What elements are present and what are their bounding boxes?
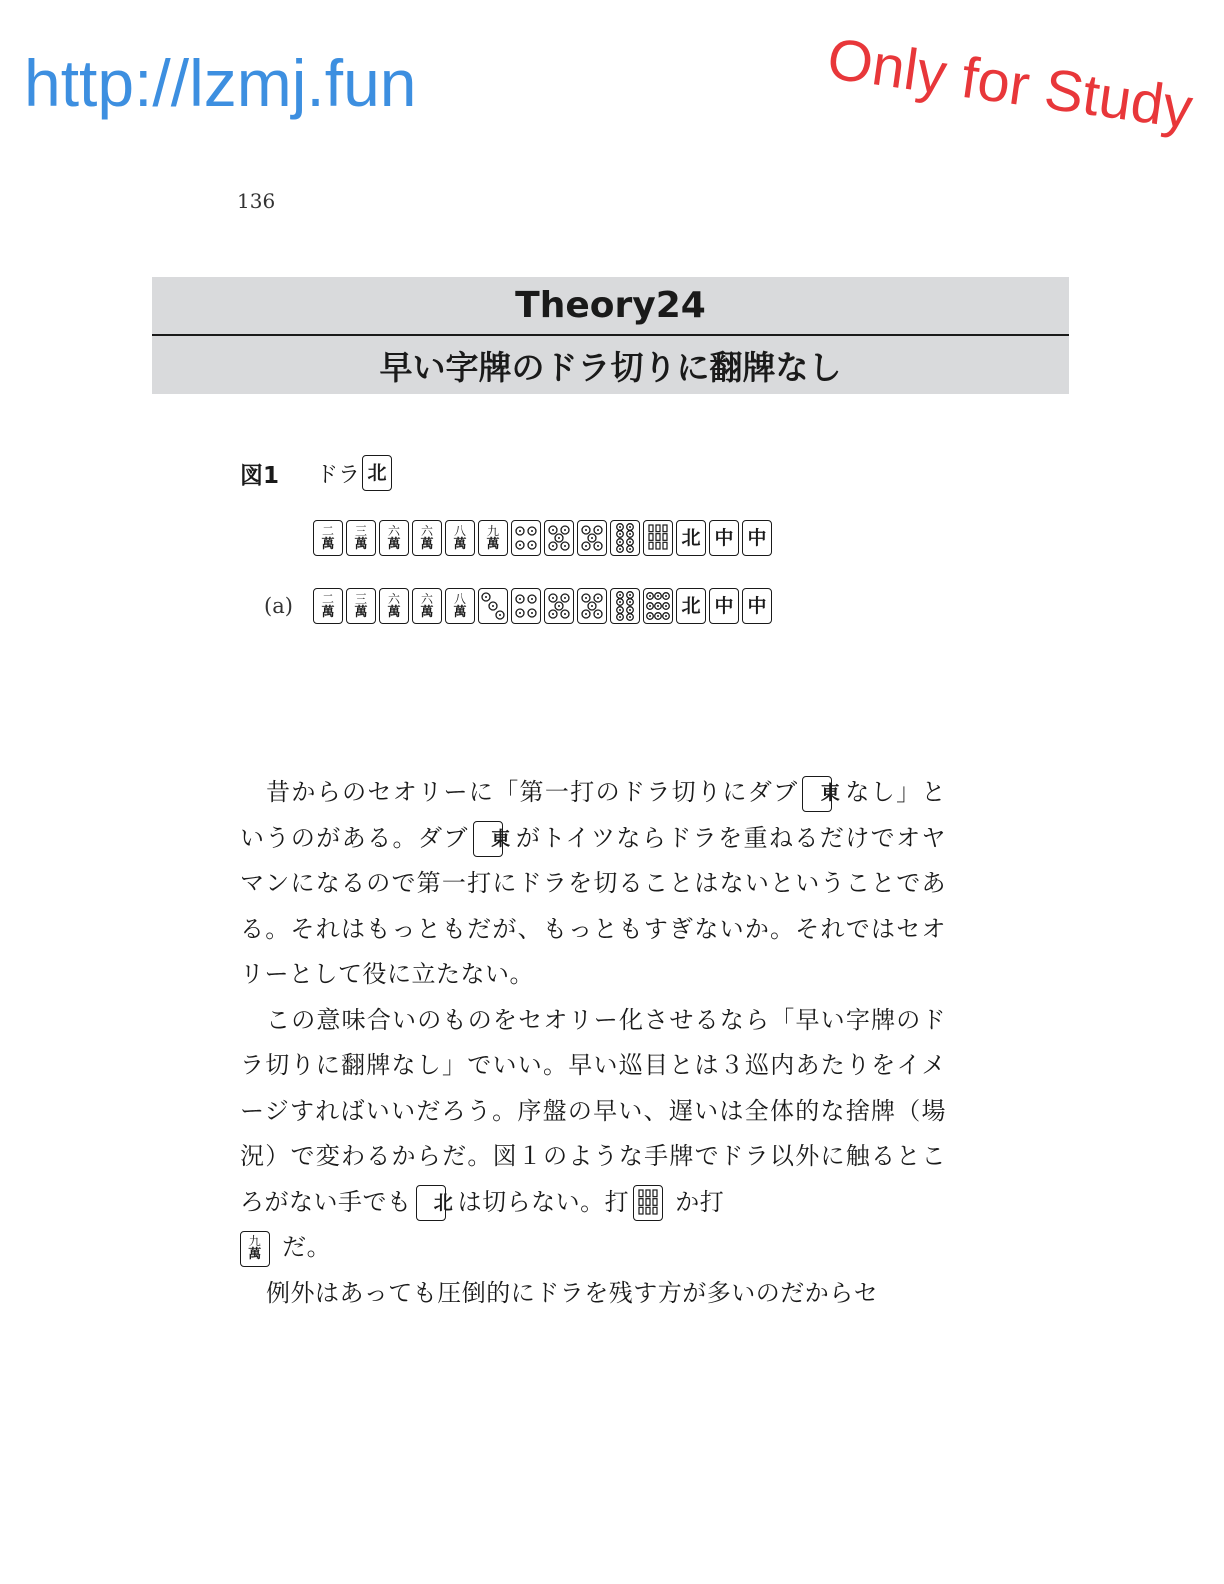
bamboo-stick [663,534,667,541]
man-suit: 萬 [354,536,368,552]
honor-tile [709,520,739,556]
pin-center-dot [619,526,621,528]
title-banner [152,277,1069,394]
pin-center-dot [619,548,621,550]
pin-center-dot [629,594,631,596]
pin-center-dot [499,614,501,616]
paragraph-2-part-b: は切らない。打 [449,1187,630,1216]
east-tile-icon [802,776,841,812]
bamboo-stick [639,1190,643,1197]
watermark-notice: Only for Study [823,26,1197,142]
bamboo-stick [653,1190,657,1197]
paragraph-2-part-a: この意味合いのものをセオリー化させるなら「早い字牌のドラ切りに翻牌なし」でいい。早い巡目とは３巡内あたりをイメージすればいいだろう。序盤の早い、遅いは全体的な捨牌（場況）で変わるからだ。図１のような手牌でドラ以外に触るところがない手でも [240,1005,946,1216]
man-number: 六 [420,591,433,606]
pin-center-dot [619,609,621,611]
pin-center-dot [531,612,533,614]
pin-center-dot [665,615,667,617]
pin-center-dot [619,616,621,618]
chapter-subtitle: 早い字牌のドラ切りに翻牌なし [379,347,842,387]
pin-tile [643,588,673,624]
pin-center-dot [597,613,599,615]
paragraph-1-part-a: 昔からのセオリーに「第一打のドラ切りにダブ [266,778,799,806]
watermark-url: http://lzmj.fun [24,46,417,120]
east-tile-glyph: 東 [820,782,841,804]
pin-center-dot [591,537,593,539]
honor-tile [676,588,706,624]
man-tile [346,588,376,624]
bamboo-stick [639,1207,643,1214]
man-tile [478,520,508,556]
pin-center-dot [564,545,566,547]
nine-man-tile-icon [240,1231,270,1267]
nine-sou-tile-icon [633,1185,663,1221]
man-number: 三 [354,591,367,606]
bamboo-stick [663,525,667,532]
pin-center-dot [558,537,560,539]
pin-center-dot [585,613,587,615]
pin-center-dot [619,594,621,596]
pin-center-dot [597,597,599,599]
honor-glyph: 北 [681,594,701,617]
paragraph-2-part-d: だ。 [274,1233,332,1261]
bamboo-stick [656,542,660,549]
pin-center-dot [619,533,621,535]
east-tile-icon [473,821,511,857]
pin-tile [610,520,640,556]
man-number: 三 [354,523,367,538]
bamboo-stick [646,1190,650,1197]
bamboo-stick [639,1199,643,1206]
bamboo-stick [646,1199,650,1206]
man-number: 二 [321,591,334,606]
man-number: 八 [453,591,466,606]
east-tile-glyph: 東 [491,827,511,850]
man-tile [445,520,475,556]
paragraph-2-continued [240,1225,946,1271]
pin-center-dot [519,530,521,532]
pin-tile [544,588,574,624]
bamboo-stick [649,542,653,549]
pin-center-dot [585,545,587,547]
man-suit: 萬 [354,604,368,620]
sou-tile [643,520,673,556]
pin-center-dot [629,609,631,611]
hand-tiles [313,520,775,556]
row-a-label: (a) [264,594,293,618]
pin-center-dot [591,605,593,607]
man-tile [412,520,442,556]
man-suit: 萬 [486,536,500,552]
man-tile [379,588,409,624]
pin-center-dot [585,597,587,599]
pin-center-dot [629,548,631,550]
man-number: 八 [453,523,466,538]
pin-center-dot [657,595,659,597]
pin-center-dot [492,605,494,607]
honor-tile [742,520,772,556]
pin-center-dot [597,545,599,547]
pin-center-dot [558,605,560,607]
nine-man-number: 九 [248,1234,262,1248]
chapter-title: Theory24 [152,277,1069,336]
pin-center-dot [665,605,667,607]
man-tile [313,588,343,624]
bamboo-stick [649,525,653,532]
north-tile-icon [416,1185,454,1221]
man-suit: 萬 [420,604,434,620]
paragraph-2-part-c: か打 [667,1187,725,1216]
paragraph-1 [240,770,946,998]
pin-center-dot [531,544,533,546]
row-a-tiles [313,588,775,624]
man-number: 二 [321,523,334,538]
pin-center-dot [649,595,651,597]
pin-center-dot [649,615,651,617]
pin-tile [610,588,640,624]
dora-tile-glyph: 北 [367,461,387,484]
north-tile-glyph: 北 [433,1191,454,1214]
pin-center-dot [629,541,631,543]
man-suit: 萬 [321,536,335,552]
pin-center-dot [552,613,554,615]
pin-center-dot [552,529,554,531]
man-tile [346,520,376,556]
pin-tile [544,520,574,556]
pin-center-dot [552,545,554,547]
honor-tile [676,520,706,556]
pin-center-dot [665,595,667,597]
pin-tile [511,520,541,556]
figure-header [240,455,395,491]
nine-man-suit: 萬 [248,1247,262,1262]
pin-center-dot [564,597,566,599]
body-text [240,770,946,1316]
dora-label: ドラ [316,462,361,488]
man-suit: 萬 [321,604,335,620]
man-number: 九 [486,523,499,538]
man-tile [379,520,409,556]
pin-center-dot [657,615,659,617]
page-number: 136 [237,189,276,213]
pin-tile [478,588,508,624]
man-suit: 萬 [420,536,434,552]
man-suit: 萬 [453,536,467,552]
man-number: 六 [387,591,400,606]
pin-center-dot [597,529,599,531]
pin-center-dot [657,605,659,607]
honor-glyph: 中 [714,594,734,617]
pin-center-dot [619,601,621,603]
paragraph-1-part-c: がトイツならドラを重ねるだけでオヤマンになるので第一打にドラを切ることはないということである。それはもっともだが、もっともすぎないか。それではセオリーとして役に立たない。 [240,823,947,988]
man-suit: 萬 [387,604,401,620]
man-tile [445,588,475,624]
bamboo-stick [646,1207,650,1214]
paragraph-1-part-b: なし」というのがある。ダブ [240,778,946,852]
pin-center-dot [485,596,487,598]
bamboo-stick [656,525,660,532]
pin-center-dot [585,529,587,531]
man-number: 六 [420,523,433,538]
bamboo-stick [653,1207,657,1214]
dora-tile [362,455,392,491]
pin-center-dot [629,601,631,603]
pin-center-dot [531,530,533,532]
honor-glyph: 北 [681,526,701,549]
pin-center-dot [552,597,554,599]
pin-center-dot [629,616,631,618]
pin-center-dot [519,544,521,546]
pin-center-dot [531,598,533,600]
man-number: 六 [387,523,400,538]
pin-center-dot [629,526,631,528]
pin-center-dot [519,598,521,600]
paragraph-3: 例外はあっても圧倒的にドラを残す方が多いのだからセ [266,1278,879,1307]
pin-center-dot [564,613,566,615]
honor-glyph: 中 [747,594,767,617]
man-suit: 萬 [387,536,401,552]
man-tile [412,588,442,624]
honor-glyph: 中 [747,526,767,549]
bamboo-stick [649,534,653,541]
pin-center-dot [649,605,651,607]
bamboo-stick [663,542,667,549]
pin-center-dot [619,541,621,543]
pin-tile [577,520,607,556]
bamboo-stick [653,1199,657,1206]
figure-label: 図1 [240,462,280,489]
bamboo-stick [656,534,660,541]
honor-tile [709,588,739,624]
pin-tile [577,588,607,624]
pin-tile [511,588,541,624]
pin-center-dot [564,529,566,531]
paragraph-2 [240,998,946,1226]
honor-tile [742,588,772,624]
honor-glyph: 中 [714,526,734,549]
pin-center-dot [629,533,631,535]
man-suit: 萬 [453,604,467,620]
man-tile [313,520,343,556]
pin-center-dot [519,612,521,614]
